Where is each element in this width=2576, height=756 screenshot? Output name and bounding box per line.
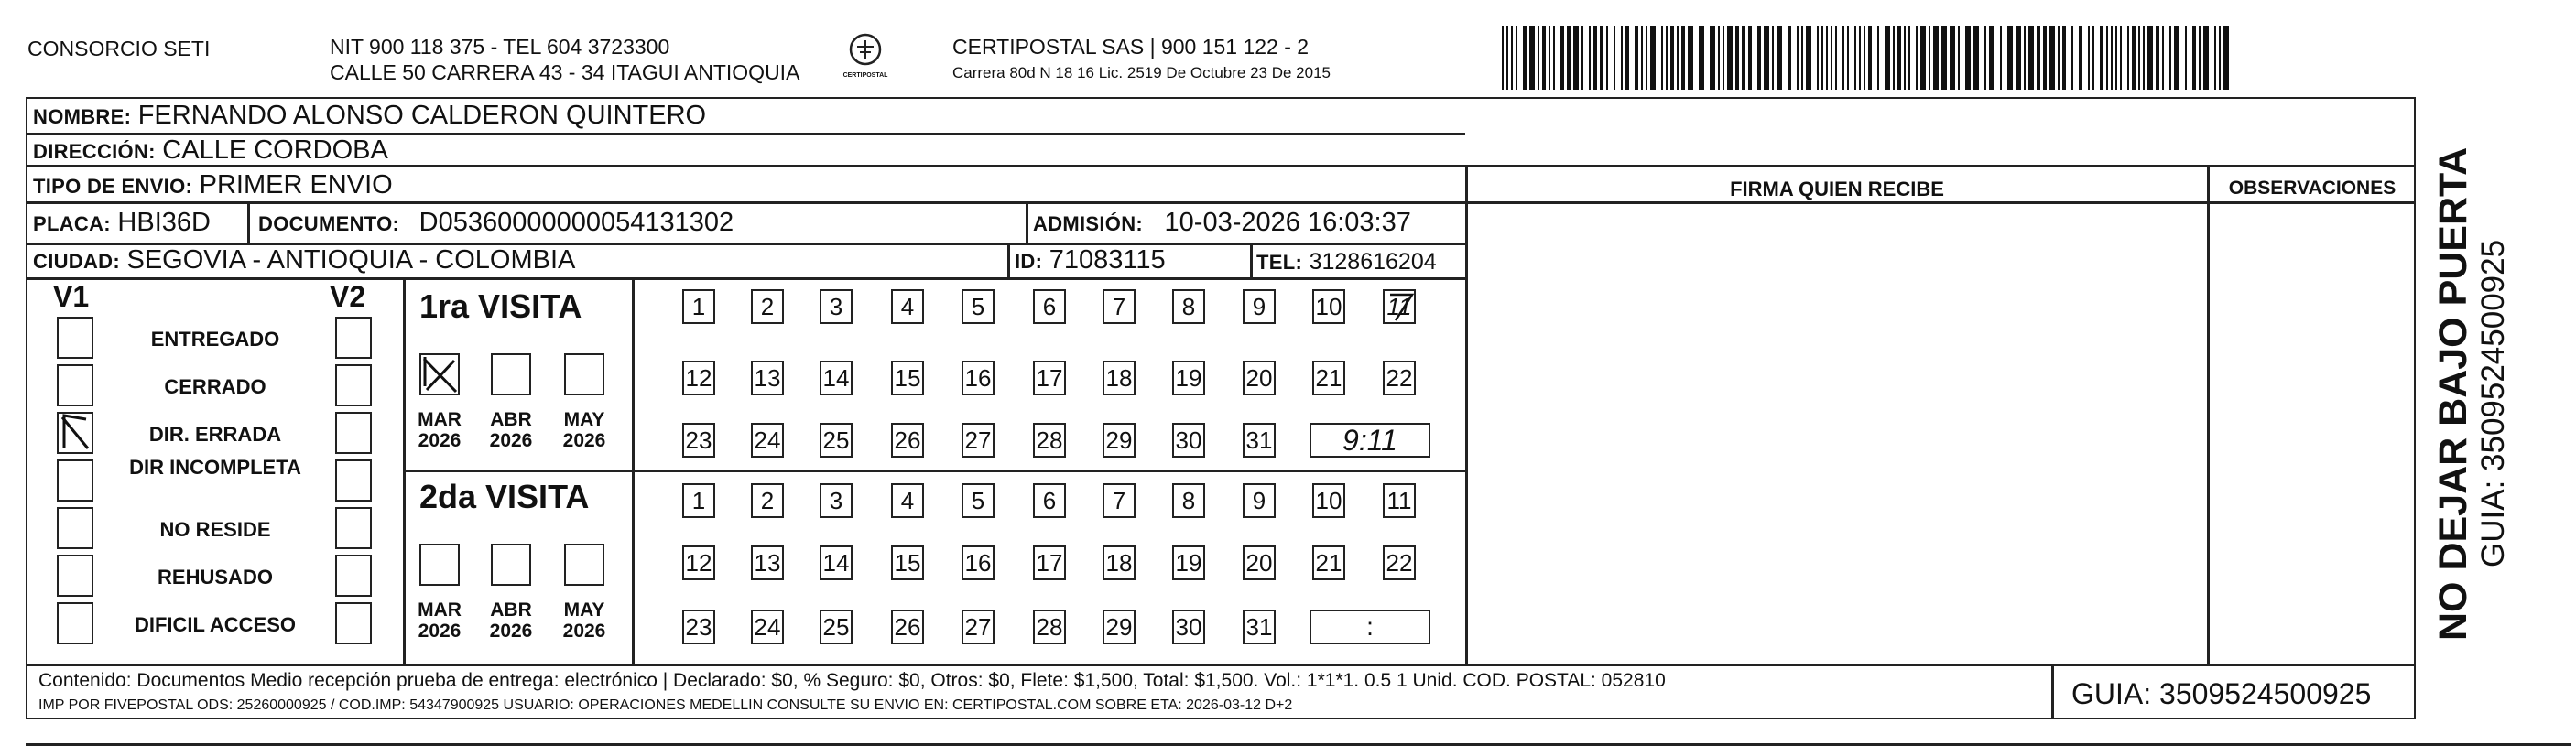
day-box[interactable]: 13 <box>751 545 784 580</box>
placa-value: HBI36D <box>117 208 211 237</box>
id-value: 71083115 <box>1049 245 1166 275</box>
day-box[interactable]: 25 <box>820 423 853 458</box>
logo-text: CERTIPOSTAL <box>842 72 888 79</box>
v2-checkbox[interactable] <box>335 507 372 549</box>
admision-cell <box>1033 208 1411 238</box>
day-box[interactable]: 27 <box>962 610 995 644</box>
v1-checkbox[interactable] <box>57 317 93 359</box>
day-box[interactable]: 5 <box>962 483 995 518</box>
month-label: MAY 2026 <box>562 409 606 451</box>
tipo-envio-row <box>33 170 393 200</box>
license-line: Carrera 80d N 18 16 Lic. 2519 De Octubre 23 De 2015 <box>952 64 1331 81</box>
day-box[interactable]: 23 <box>682 423 715 458</box>
tel-label: TEL: <box>1256 251 1303 274</box>
month-label: ABR 2026 <box>489 409 533 451</box>
documento-cell <box>258 208 734 238</box>
day-box[interactable]: 3 <box>820 483 853 518</box>
id-label: ID: <box>1015 250 1043 273</box>
day-box[interactable]: 6 <box>1033 483 1066 518</box>
month-checkbox-abr[interactable] <box>491 544 531 586</box>
ciudad-cell <box>33 245 575 275</box>
day-box[interactable]: 31 <box>1243 423 1276 458</box>
observaciones-header: OBSERVACIONES <box>2228 178 2397 199</box>
ciudad-label: CIUDAD: <box>33 250 120 273</box>
v1-checkbox[interactable] <box>57 555 93 597</box>
day-box[interactable]: 18 <box>1103 545 1136 580</box>
status-label: DIR INCOMPLETA <box>129 456 301 479</box>
month-label: MAY 2026 <box>562 599 606 642</box>
day-box[interactable]: 25 <box>820 610 853 644</box>
footer-content: Contenido: Documentos Medio recepción prueba de entrega: electrónico | Declarado: $0, % Seguro: $0, Otros: $0, Flete: $1,500, Total: $1,500. Vol.: 1*1*1. 0.5 1 Unid. COD. POSTAL: 052810 <box>38 670 1666 691</box>
footer-guia: GUIA: 3509524500925 <box>2071 677 2372 710</box>
direccion-value: CALLE CORDOBA <box>162 135 388 165</box>
v2-checkbox[interactable] <box>335 459 372 502</box>
day-box[interactable]: 29 <box>1103 423 1136 458</box>
day-box[interactable]: 22 <box>1383 545 1416 580</box>
v2-checkbox[interactable] <box>335 317 372 359</box>
month-label: MAR 2026 <box>418 599 462 642</box>
day-box[interactable]: 29 <box>1103 610 1136 644</box>
day-box[interactable]: 5 <box>962 289 995 324</box>
documento-label: DOCUMENTO: <box>258 212 400 235</box>
x-mark-icon <box>421 355 458 394</box>
month-checkbox-may[interactable] <box>564 544 604 586</box>
day-box[interactable]: 20 <box>1243 361 1276 395</box>
day-box[interactable]: 10 <box>1312 289 1345 324</box>
tel-value: 3128616204 <box>1309 249 1437 275</box>
v2-checkbox[interactable] <box>335 364 372 406</box>
day-box[interactable]: 12 <box>682 361 715 395</box>
first-visit-title: 1ra VISITA <box>419 287 582 325</box>
day-mark-icon <box>1385 291 1414 322</box>
day-box[interactable]: 13 <box>751 361 784 395</box>
day-box[interactable]: 30 <box>1172 423 1205 458</box>
firma-header: FIRMA QUIEN RECIBE <box>1730 178 1944 200</box>
status-label: ENTREGADO <box>150 328 280 351</box>
second-visit-title: 2da VISITA <box>419 478 590 515</box>
certipostal-logo <box>838 31 893 86</box>
day-box[interactable]: 3 <box>820 289 853 324</box>
placa-label: PLACA: <box>33 212 111 235</box>
day-box[interactable]: 7 <box>1103 289 1136 324</box>
day-box[interactable]: 17 <box>1033 545 1066 580</box>
day-box[interactable]: 27 <box>962 423 995 458</box>
day-box[interactable]: 19 <box>1172 545 1205 580</box>
day-box[interactable]: 11 <box>1383 483 1416 518</box>
day-box[interactable]: 24 <box>751 423 784 458</box>
address-line: CALLE 50 CARRERA 43 - 34 ITAGUI ANTIOQUIA <box>330 60 800 84</box>
company-name: CONSORCIO SETI <box>27 37 211 60</box>
day-box[interactable]: 4 <box>891 289 924 324</box>
v2-header: V2 <box>330 280 366 313</box>
day-box[interactable]: 15 <box>891 361 924 395</box>
check-mark-icon <box>59 414 92 452</box>
day-box[interactable]: 21 <box>1312 361 1345 395</box>
day-box[interactable]: 16 <box>962 361 995 395</box>
status-label: DIFICIL ACCESO <box>134 613 296 636</box>
tipo-label: TIPO DE ENVIO: <box>33 175 193 198</box>
day-box[interactable]: 14 <box>820 545 853 580</box>
v1-checkbox[interactable] <box>57 364 93 406</box>
day-box[interactable]: 10 <box>1312 483 1345 518</box>
month-label: ABR 2026 <box>489 599 533 642</box>
id-cell <box>1015 245 1166 275</box>
v2-checkbox[interactable] <box>335 602 372 644</box>
barcode <box>1502 26 2234 92</box>
day-box[interactable]: 9 <box>1243 289 1276 324</box>
v2-checkbox[interactable] <box>335 555 372 597</box>
day-box[interactable]: 30 <box>1172 610 1205 644</box>
ciudad-value: SEGOVIA - ANTIOQUIA - COLOMBIA <box>126 245 576 275</box>
status-label: NO RESIDE <box>159 518 271 541</box>
v2-checkbox[interactable] <box>335 412 372 454</box>
nombre-row <box>33 101 706 131</box>
day-box[interactable]: 22 <box>1383 361 1416 395</box>
v1-header: V1 <box>53 280 90 313</box>
month-checkbox-may[interactable] <box>564 353 604 395</box>
day-box[interactable]: 19 <box>1172 361 1205 395</box>
time-box[interactable]: 9:11 <box>1310 423 1430 458</box>
certipostal-line: CERTIPOSTAL SAS | 900 151 122 - 2 <box>952 35 1310 59</box>
v1-checkbox[interactable] <box>57 602 93 644</box>
day-box[interactable]: 18 <box>1103 361 1136 395</box>
day-box[interactable]: 23 <box>682 610 715 644</box>
status-label: CERRADO <box>164 375 266 398</box>
v1-checkbox[interactable] <box>57 507 93 549</box>
day-box[interactable]: 14 <box>820 361 853 395</box>
month-checkbox-mar[interactable] <box>419 353 460 395</box>
day-box[interactable]: 4 <box>891 483 924 518</box>
logo-icon <box>847 31 884 68</box>
tipo-value: PRIMER ENVIO <box>199 170 393 200</box>
day-box[interactable]: 12 <box>682 545 715 580</box>
day-box[interactable]: 24 <box>751 610 784 644</box>
day-box[interactable]: 26 <box>891 610 924 644</box>
status-label: DIR. ERRADA <box>148 423 282 446</box>
placa-cell <box>33 208 211 238</box>
guia-side: GUIA: 3509524500925 <box>2475 239 2511 567</box>
day-box[interactable]: 2 <box>751 483 784 518</box>
day-box[interactable]: 15 <box>891 545 924 580</box>
day-box[interactable]: 21 <box>1312 545 1345 580</box>
day-box[interactable]: 8 <box>1172 289 1205 324</box>
day-box[interactable]: 11 <box>1383 289 1416 324</box>
month-checkbox-abr[interactable] <box>491 353 531 395</box>
day-box[interactable]: 28 <box>1033 610 1066 644</box>
admision-label: ADMISIÓN: <box>1033 212 1144 235</box>
day-box[interactable]: 20 <box>1243 545 1276 580</box>
no-dejar-bajo-puerta: NO DEJAR BAJO PUERTA <box>2431 146 2475 641</box>
direccion-row <box>33 135 388 166</box>
month-label: MAR 2026 <box>418 409 462 451</box>
nit-line: NIT 900 118 375 - TEL 604 3723300 <box>330 35 670 59</box>
v1-checkbox[interactable] <box>57 459 93 502</box>
day-box[interactable]: 26 <box>891 423 924 458</box>
time-box[interactable]: : <box>1310 610 1430 644</box>
day-box[interactable]: 7 <box>1103 483 1136 518</box>
footer-imp: IMP POR FIVEPOSTAL ODS: 25260000925 / COD.IMP: 54347900925 USUARIO: OPERACIONES MEDELLIN CONSULTE SU ENVIO EN: CERTIPOSTAL.COM SOBRE ETA: 2026-03-12 D+2 <box>38 697 1293 713</box>
day-box[interactable]: 1 <box>682 483 715 518</box>
day-box[interactable]: 28 <box>1033 423 1066 458</box>
tel-cell <box>1256 247 1437 275</box>
nombre-label: NOMBRE: <box>33 105 132 128</box>
nombre-value: FERNANDO ALONSO CALDERON QUINTERO <box>137 101 707 130</box>
day-box[interactable]: 17 <box>1033 361 1066 395</box>
documento-value: D05360000000054131302 <box>418 208 734 237</box>
day-box[interactable]: 6 <box>1033 289 1066 324</box>
day-box[interactable]: 9 <box>1243 483 1276 518</box>
day-box[interactable]: 16 <box>962 545 995 580</box>
day-box[interactable]: 2 <box>751 289 784 324</box>
status-label: REHUSADO <box>158 566 273 589</box>
day-box[interactable]: 1 <box>682 289 715 324</box>
day-box[interactable]: 8 <box>1172 483 1205 518</box>
admision-value: 10-03-2026 16:03:37 <box>1164 208 1411 237</box>
month-checkbox-mar[interactable] <box>419 544 460 586</box>
day-box[interactable]: 31 <box>1243 610 1276 644</box>
direccion-label: DIRECCIÓN: <box>33 140 156 163</box>
v1-checkbox[interactable] <box>57 412 93 454</box>
